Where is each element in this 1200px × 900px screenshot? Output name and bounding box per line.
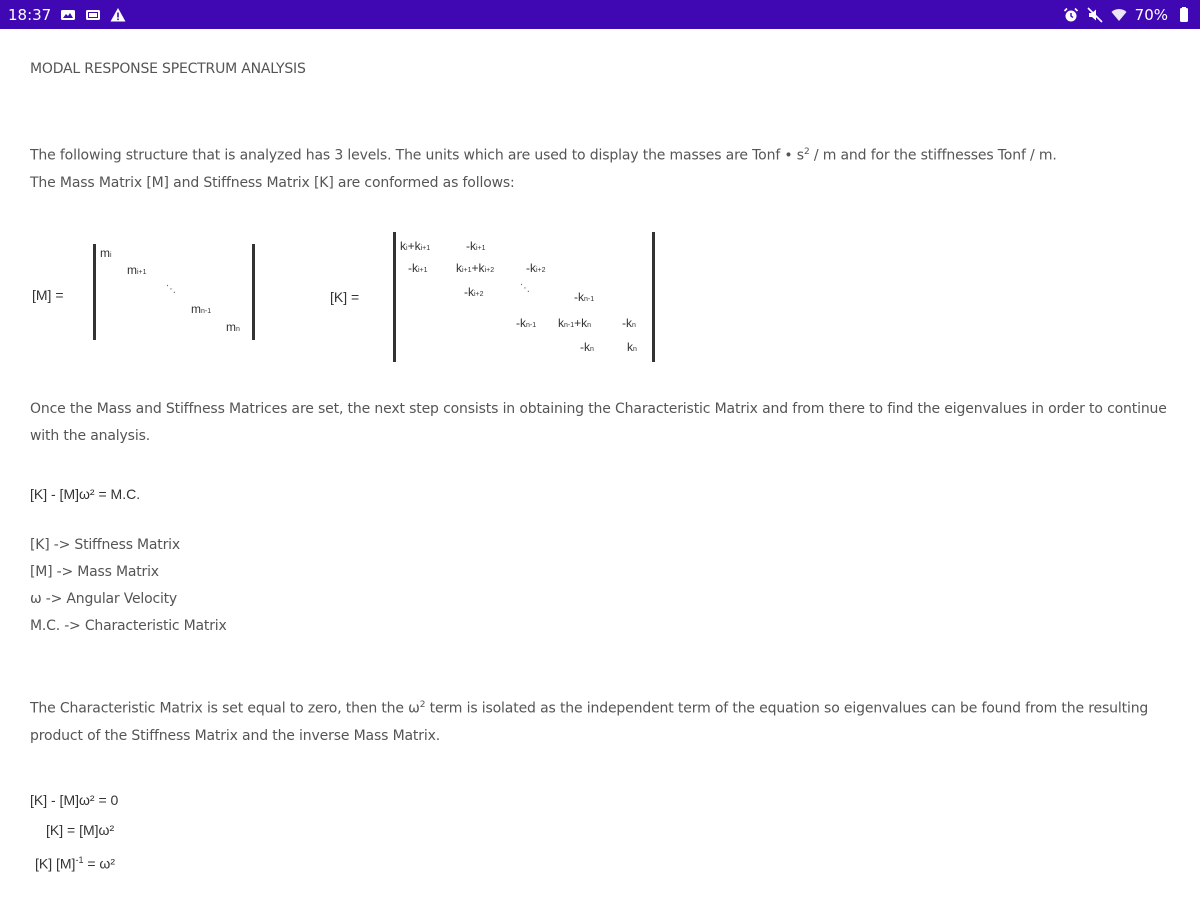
- eq3-text-a: [K] [M]: [35, 855, 76, 872]
- stiff-cell: [580, 340, 594, 354]
- intro-paragraph: [30, 139, 1170, 197]
- photo-icon: [84, 6, 101, 23]
- stiff-cell: [558, 316, 591, 330]
- stiff-cell-base: -k: [466, 239, 476, 253]
- stiff-cell-base: -k: [464, 285, 474, 299]
- mass-cell-base: m: [226, 320, 236, 334]
- diagonal-dots: ⋱: [520, 283, 530, 294]
- intro-text-a: The following structure that is analyzed has 3 levels. The units which are used to display the masses are Tonf • s: [30, 147, 804, 164]
- intro-text-b: / m and for the stiffnesses Tonf / m.: [809, 147, 1057, 164]
- equation-2: [K] = [M]ω²: [46, 822, 115, 838]
- page-title: MODAL RESPONSE SPECTRUM ANALYSIS: [30, 61, 306, 77]
- alarm-icon: [1063, 6, 1080, 23]
- stiff-cell-base: -k: [516, 316, 526, 330]
- mass-cell-base: m: [127, 263, 137, 277]
- stiff-cell-base: k: [400, 239, 406, 253]
- mass-cell: [226, 320, 240, 334]
- mass-cell: [100, 246, 112, 260]
- stiff-cell-sub2: n: [587, 322, 592, 329]
- intro-line-2: The Mass Matrix [M] and Stiffness Matrix [K] are conformed as follows:: [30, 174, 515, 191]
- diagonal-dots: ⋱: [166, 284, 176, 295]
- eq3-text-b: = ω²: [83, 855, 116, 872]
- stiff-cell-base: -k: [580, 340, 590, 354]
- stiff-cell: [627, 340, 637, 354]
- mass-matrix-label: [M] =: [32, 287, 64, 303]
- battery-icon: [1175, 6, 1192, 23]
- equation-1: [K] - [M]ω² = 0: [30, 792, 119, 808]
- stiff-cell-sub: i+1: [418, 267, 428, 274]
- stiff-cell-base2: +k: [574, 316, 588, 330]
- stiff-cell: [466, 239, 486, 253]
- stiff-cell-sub: n: [632, 322, 636, 329]
- stiff-cell-sub: n: [590, 346, 594, 353]
- mass-matrix: [93, 244, 255, 340]
- stiff-cell: [574, 290, 594, 304]
- mass-cell-sub: i: [110, 252, 112, 259]
- characteristic-zero-paragraph: [30, 692, 1175, 750]
- definition-item: ω -> Angular Velocity: [30, 591, 178, 607]
- definition-item: [M] -> Mass Matrix: [30, 564, 159, 580]
- stiff-cell-sub: n-1: [526, 322, 537, 329]
- status-time: 18:37: [8, 5, 52, 24]
- definition-item: [K] -> Stiffness Matrix: [30, 537, 180, 553]
- stiff-cell-sub: i+1: [462, 267, 472, 274]
- mass-cell-sub: n-1: [201, 308, 212, 315]
- eq3-sup: -1: [75, 855, 84, 865]
- stiff-cell-base: k: [456, 261, 462, 275]
- mass-cell-base: m: [100, 246, 110, 260]
- stiff-cell-base: -k: [574, 290, 584, 304]
- stiff-cell-base2: +k: [471, 261, 485, 275]
- stiff-cell-base: -k: [408, 261, 418, 275]
- stiff-cell-sub2: i+1: [420, 245, 431, 252]
- mass-cell-base: m: [191, 302, 201, 316]
- definition-item: M.C. -> Characteristic Matrix: [30, 618, 227, 634]
- stiff-cell: [408, 261, 428, 275]
- status-bar: [0, 0, 1200, 29]
- char-para-sup: 2: [419, 700, 426, 710]
- wifi-icon: [1111, 6, 1128, 23]
- intro-sup: 2: [803, 147, 810, 157]
- stiff-cell-sub: i+1: [476, 245, 486, 252]
- stiff-cell-sub2: i+2: [484, 267, 495, 274]
- char-para-text-a: The Characteristic Matrix is set equal to zero, then the ω: [30, 700, 420, 717]
- stiffness-matrix: [393, 232, 655, 362]
- warning-icon: [109, 6, 126, 23]
- stiff-cell: [400, 239, 430, 253]
- stiff-cell: [622, 316, 636, 330]
- stiff-cell-base: k: [558, 316, 564, 330]
- char-para-text-b: term is isolated as the independent term of the equation so eigenvalues can be found from the resulting product of the Stiffness Matrix and the inverse Mass Matrix.: [30, 700, 1149, 744]
- stiff-cell-base: -k: [622, 316, 632, 330]
- stiff-cell: [464, 285, 484, 299]
- stiffness-matrix-label: [K] =: [330, 289, 360, 305]
- mute-icon: [1087, 6, 1104, 23]
- mass-cell-sub: n: [236, 326, 240, 333]
- stiff-cell: [516, 316, 536, 330]
- definitions-list: [30, 532, 227, 640]
- stiff-cell-sub: i: [406, 245, 408, 252]
- characteristic-matrix-formula: [K] - [M]ω² = M.C.: [30, 486, 141, 502]
- equation-3: [35, 855, 115, 872]
- stiff-cell-base: k: [627, 340, 633, 354]
- battery-percent: 70%: [1134, 5, 1168, 24]
- stiff-cell-sub: n-1: [564, 322, 575, 329]
- mass-cell: [191, 302, 211, 316]
- stiff-cell-sub: n-1: [584, 296, 595, 303]
- stiff-cell-sub: n: [633, 346, 637, 353]
- stiff-cell: [456, 261, 494, 275]
- mass-cell-sub: i+1: [137, 269, 147, 276]
- mass-cell: [127, 263, 147, 277]
- stiff-cell: [526, 261, 546, 275]
- eigenvalue-intro-paragraph: Once the Mass and Stiffness Matrices are set, the next step consists in obtaining the Characteristic Matrix and from there to find the eigenvalues in order to continue with the analysis.: [30, 401, 1167, 444]
- stiff-cell-sub: i+2: [474, 291, 484, 298]
- image-icon: [59, 6, 76, 23]
- stiff-cell-sub: i+2: [536, 267, 546, 274]
- intro-line-1: [30, 139, 1170, 170]
- stiff-cell-base: -k: [526, 261, 536, 275]
- stiff-cell-base2: +k: [407, 239, 421, 253]
